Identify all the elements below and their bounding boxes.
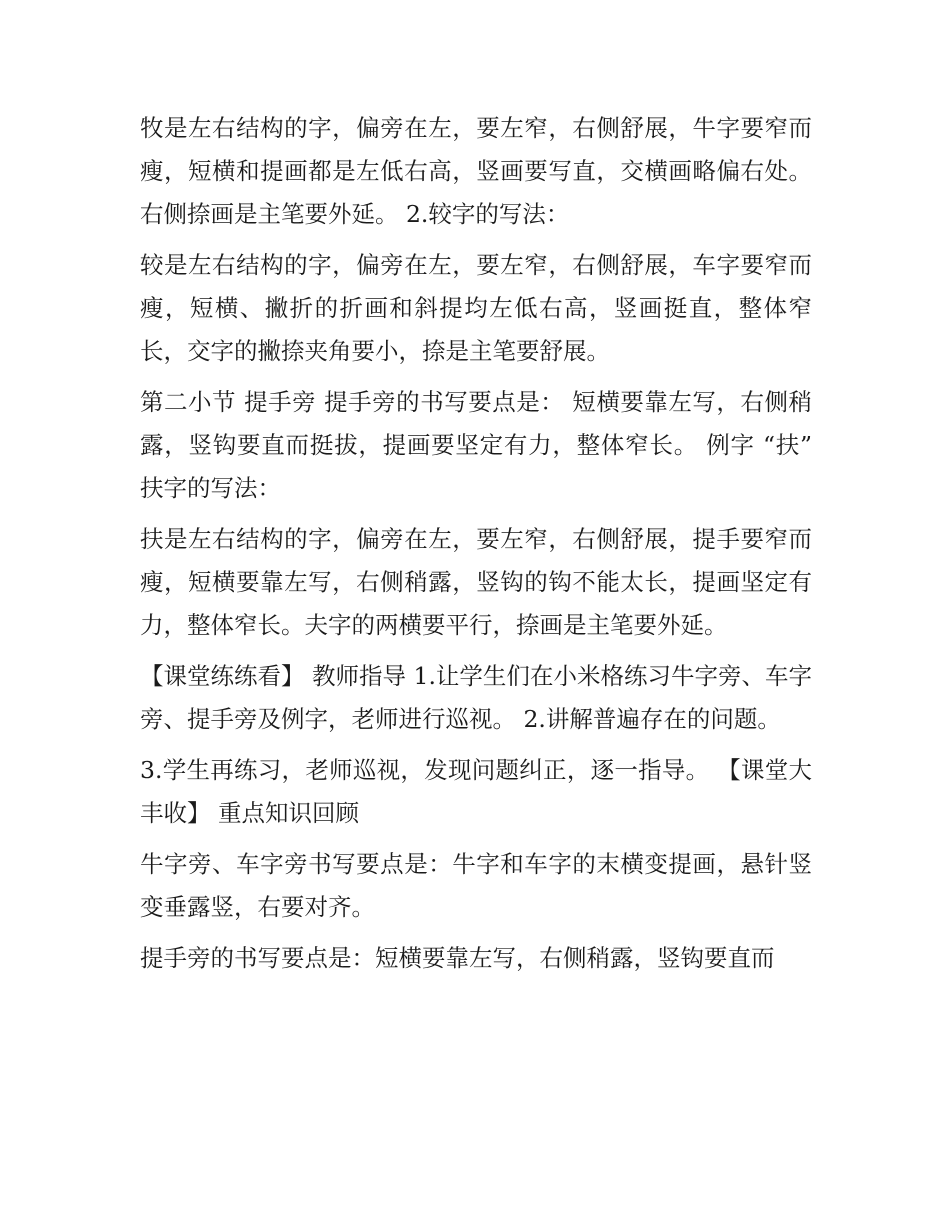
paragraph-review-radicals: 牛字旁、车字旁书写要点是：牛字和车字的末横变提画，悬针竖变垂露竖，右要对齐。 bbox=[140, 850, 812, 921]
paragraph-jiao-character: 较是左右结构的字，偏旁在左，要左窄，右侧舒展，车字要窄而瘦，短横、撇折的折画和斜提均左低右高，竖画挺直，整体窄长，交字的撇捺夹角要小，捺是主笔要舒展。 bbox=[140, 251, 812, 365]
paragraph-review-tishou: 提手旁的书写要点是：短横要靠左写，右侧稍露，竖钩要直而 bbox=[140, 944, 775, 972]
paragraph-mu-character: 牧是左右结构的字，偏旁在左，要左窄，右侧舒展，牛字要窄而瘦，短横和提画都是左低右高，竖画要写直，交横画略偏右处。右侧捺画是主笔要外延。 2.较字的写法： bbox=[140, 114, 812, 228]
paragraph-classroom-practice: 【课堂练练看】 教师指导 1.让学生们在小米格练习牛字旁、车字旁、提手旁及例字，老师进行巡视。 2.讲解普遍存在的问题。 bbox=[140, 662, 812, 733]
paragraph-section-two-intro: 第二小节 提手旁 提手旁的书写要点是： 短横要靠左写，右侧稍露，竖钩要直而挺拔，提画要坚定有力，整体窄长。 例字 “扶” 扶字的写法： bbox=[140, 388, 812, 502]
document-body bbox=[140, 107, 812, 988]
paragraph-practice-again: 3.学生再练习，老师巡视，发现问题纠正，逐一指导。 【课堂大丰收】 重点知识回顾 bbox=[140, 756, 812, 827]
paragraph-fu-character: 扶是左右结构的字，偏旁在左，要左窄，右侧舒展，提手要窄而瘦，短横要靠左写，右侧稍露，竖钩的钩不能太长，提画坚定有力，整体窄长。夫字的两横要平行，捺画是主笔要外延。 bbox=[140, 525, 812, 639]
